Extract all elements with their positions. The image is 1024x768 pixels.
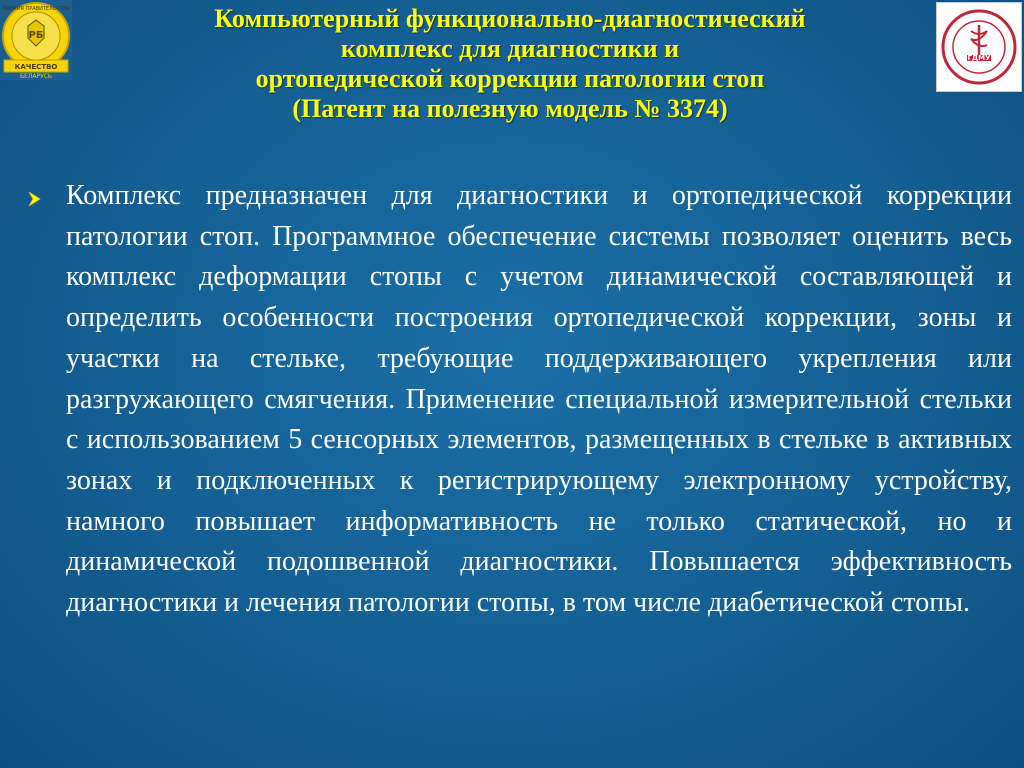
logo-right-text: ГДМУ <box>967 54 991 62</box>
logo-left-top-text: ПРЕМИЯ ПРАВИТЕЛЬСТВА <box>2 6 70 12</box>
title-line-3: ортопедической коррекции патологии стоп <box>255 64 765 93</box>
logo-left-small-text: БЕЛАРУСЬ <box>19 73 53 80</box>
slide-title <box>90 4 930 124</box>
title-line-2: комплекс для диагностики и <box>340 34 680 63</box>
logo-left-center-text: РБ <box>28 30 44 41</box>
description-paragraph: Комплекс предназначен для диагностики и ортопедической коррекции патологии стоп. Программное обеспечение системы позволяет оценить весь комплекс деформации стопы с учетом динамической составляющей и определить особенности построения ортопедической коррекции, зоны и участки на стельке, требующие поддерживающего укрепления или разгружающего смягчения. Применение специальной измерительной стельки с использованием 5 сенсорных элементов, размещенных в стельке в активных зонах и подключенных к регистрирующему электронному устройству, намного повышает информативность не только статической, но и динамической подошвенной диагностики. Повышается эффективность диагностики и лечения патологии стопы, в том числе диабетической стопы. <box>66 180 1012 619</box>
title-line-4: (Патент на полезную модель № 3374) <box>292 94 728 123</box>
title-line-1: Компьютерный функционально-диагностический <box>214 4 806 33</box>
logo-left-bottom-text: КАЧЕСТВО <box>14 63 58 71</box>
premia-pravitelstva-logo <box>0 0 72 80</box>
slide-content <box>26 176 1016 624</box>
gdmu-logo <box>936 2 1022 92</box>
arrow-bullet-icon <box>26 190 44 208</box>
